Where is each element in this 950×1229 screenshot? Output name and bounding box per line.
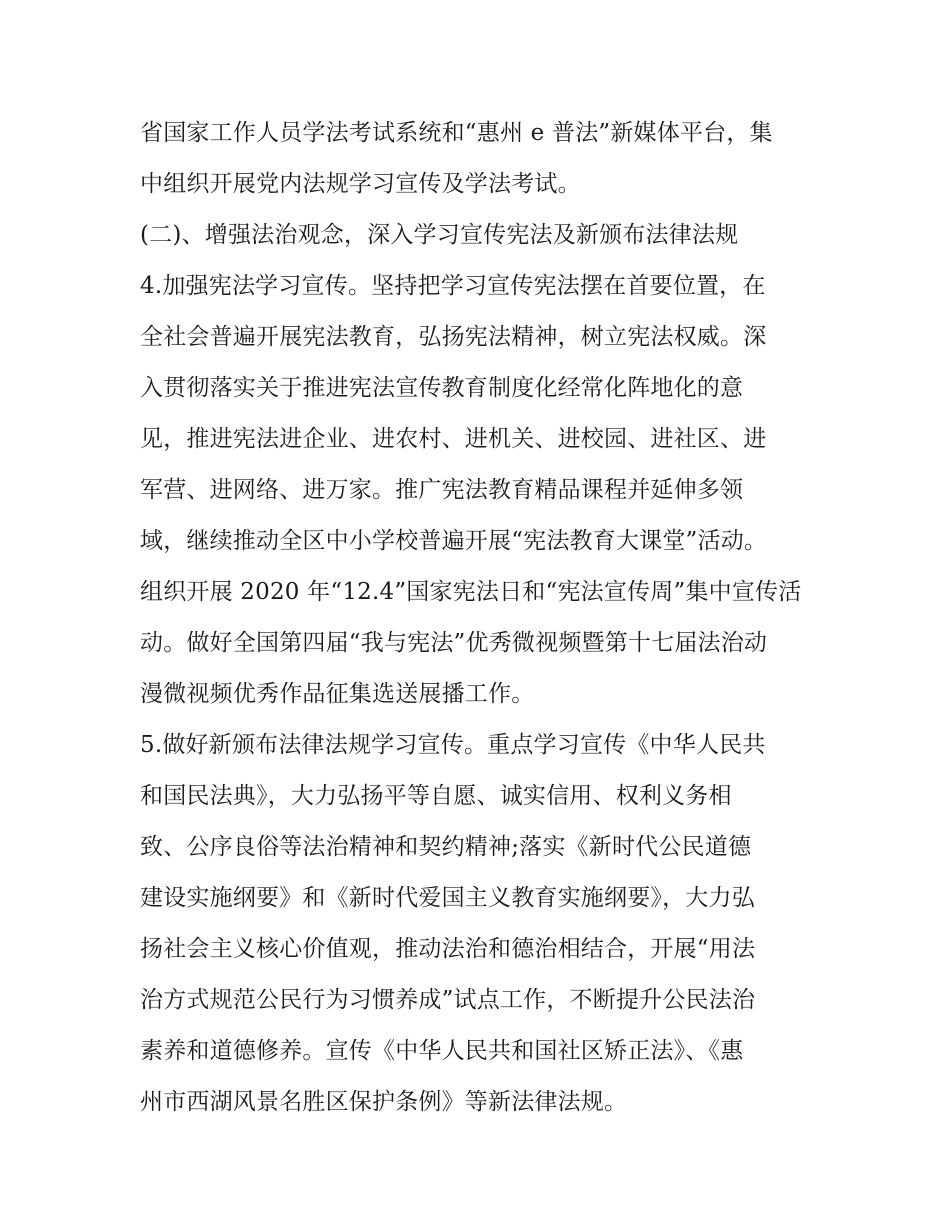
text-line: 入贯彻落实关于推进宪法宣传教育制度化经常化阵地化的意: [140, 375, 744, 401]
text-line: 素养和道德修养。宣传《中华人民共和国社区矫正法》、《惠: [140, 1038, 744, 1064]
text-line: 建设实施纲要》和《新时代爱国主义教育实施纲要》，大力弘: [140, 885, 755, 911]
text-line: 治方式规范公民行为习惯养成”试点工作，不断提升公民法治: [140, 987, 756, 1013]
text-line: 组织开展 2020 年“12.4”国家宪法日和“宪法宣传周”集中宣传活: [140, 579, 802, 605]
text-line: 省国家工作人员学法考试系统和“惠州 e 普法”新媒体平台，集: [140, 120, 773, 146]
text-line: 5.做好新颁布法律法规学习宣传。重点学习宣传《中华人民共: [140, 732, 766, 758]
section-heading: (二)、增强法治观念，深入学习宣传宪法及新颁布法律法规: [140, 222, 739, 248]
document-body: [140, 108, 830, 1128]
text-line: 漫微视频优秀作品征集选送展播工作。: [140, 681, 535, 707]
text-line: 和国民法典》，大力弘扬平等自愿、诚实信用、权利义务相: [140, 783, 732, 809]
text-line: 军营、进网络、进万家。推广宪法教育精品课程并延伸多领: [140, 477, 744, 503]
text-line: 4.加强宪法学习宣传。坚持把学习宣传宪法摆在首要位置，在: [140, 273, 766, 299]
text-line: 致、公序良俗等法治精神和契约精神;落实《新时代公民道德: [140, 834, 752, 860]
text-line: 中组织开展党内法规学习宣传及学法考试。: [140, 171, 581, 197]
text-line: 见，推进宪法进企业、进农村、进机关、进校园、进社区、进: [140, 426, 767, 452]
text-line: 扬社会主义核心价值观，推动法治和德治相结合，开展“用法: [140, 936, 756, 962]
text-line: 动。做好全国第四届“我与宪法”优秀微视频暨第十七届法治动: [140, 630, 768, 656]
text-line: 域，继续推动全区中小学校普遍开展“宪法教育大课堂”活动。: [140, 528, 768, 554]
text-line: 全社会普遍开展宪法教育，弘扬宪法精神，树立宪法权威。深: [140, 324, 767, 350]
text-line: 州市西湖风景名胜区保护条例》等新法律法规。: [140, 1089, 628, 1115]
